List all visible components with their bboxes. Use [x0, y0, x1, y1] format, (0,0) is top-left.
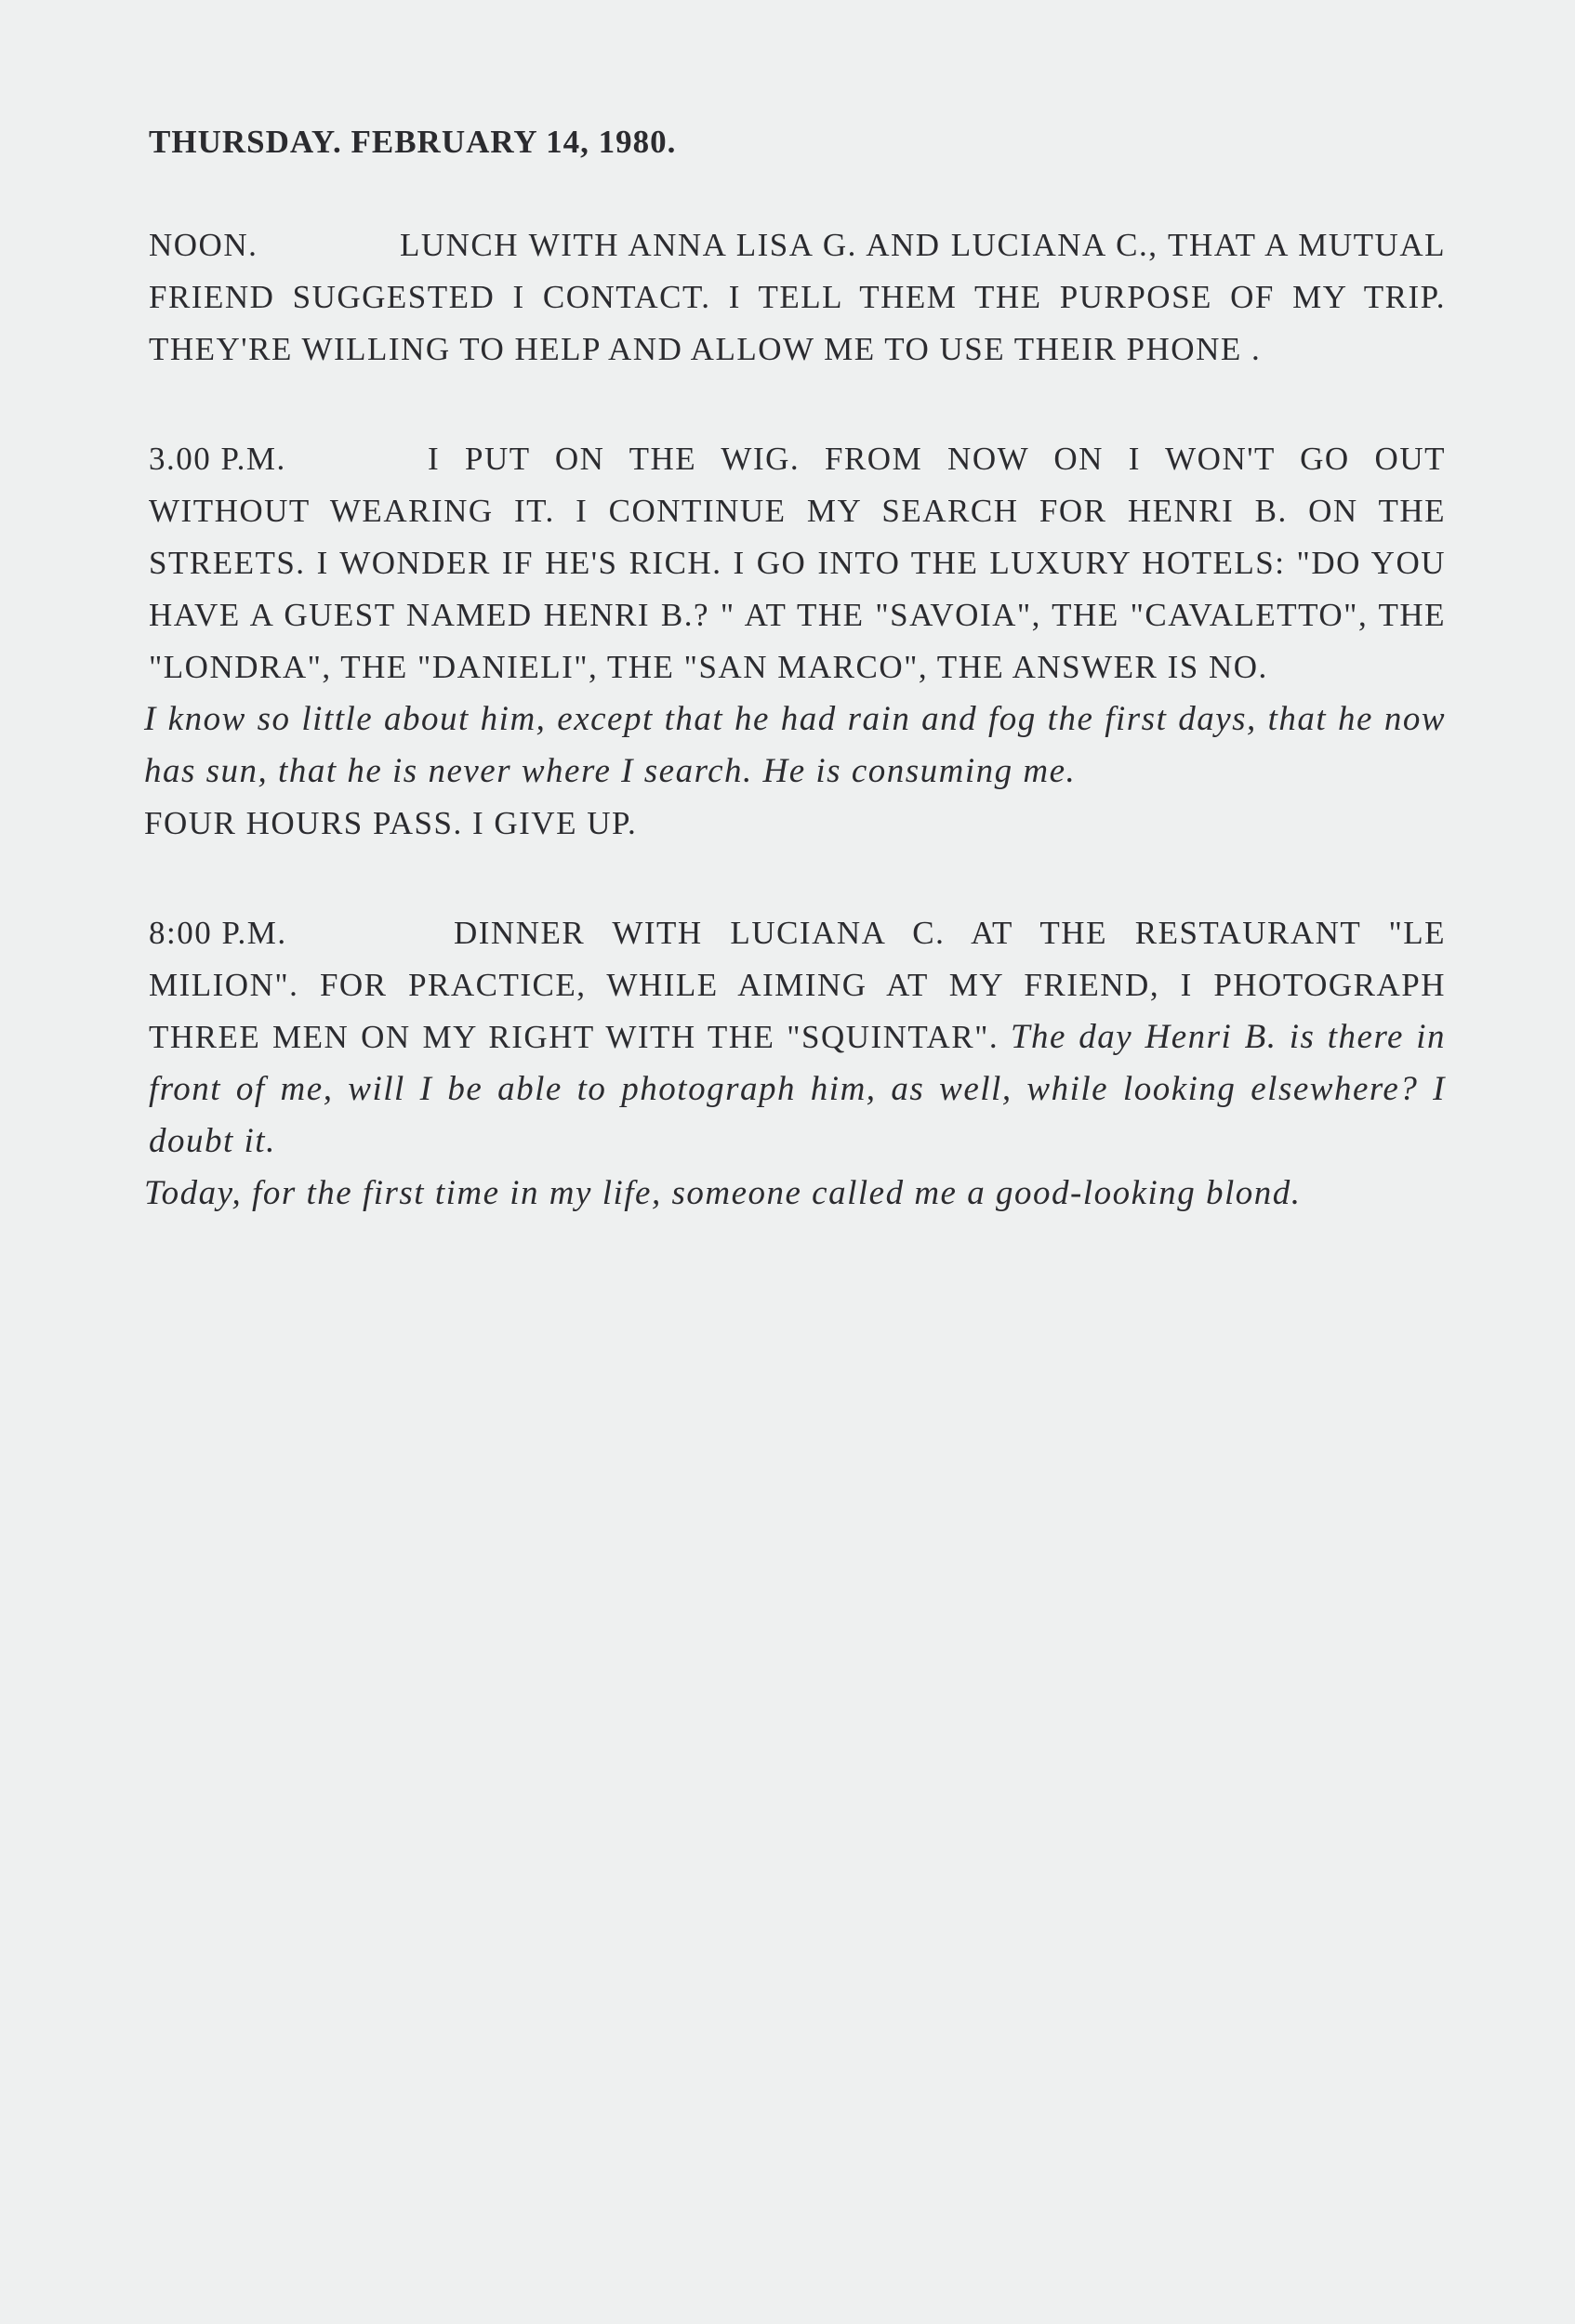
entry-italic-inline: The day Henri B. is there in front of me, will I be able to photograph him, as well, while looking elsewhere? I doubt it.	[149, 1018, 1446, 1160]
entry-3pm-italic: I know so little about him, except that he had rain and fog the first days, that he now has sun, that he is never where I search. He is consuming me.	[144, 700, 1446, 790]
diary-page	[144, 119, 1446, 1277]
entry-time: NOON.	[149, 227, 258, 263]
entry-text: DINNER WITH LUCIANA C. AT THE RESTAURANT "LE MILION". FOR PRACTICE, WHILE AIMING AT MY FRIEND, I PHOTOGRAPH THREE MEN ON MY RIGHT WITH THE "SQUINTAR".	[149, 915, 1446, 1055]
entry-noon	[144, 219, 1446, 376]
entry-text: I PUT ON THE WIG. FROM NOW ON I WON'T GO OUT WITHOUT WEARING IT. I CONTINUE MY SEARCH FOR HENRI B. ON THE STREETS. I WONDER IF HE'S RICH. I GO INTO THE LUXURY HOTELS: "DO YOU HAVE A GUEST NAMED HENRI B.? " AT THE "SAVOIA", THE "CAVALETTO", THE "LONDRA", THE "DANIELI", THE "SAN MARCO", THE ANSWER IS NO.	[149, 441, 1446, 685]
entry-8pm-paragraph	[149, 907, 1446, 1168]
entry-time: 8:00 P.M.	[149, 915, 287, 951]
entry-text: LUNCH WITH ANNA LISA G. AND LUCIANA C., THAT A MUTUAL FRIEND SUGGESTED I CONTACT. I TELL THEM THE PURPOSE OF MY TRIP. THEY'RE WILLING TO HELP AND ALLOW ME TO USE THEIR PHONE .	[149, 227, 1446, 367]
entry-3pm-closing: FOUR HOURS PASS. I GIVE UP.	[144, 805, 638, 841]
entry-3pm-paragraph	[149, 433, 1446, 693]
entry-3pm	[144, 433, 1446, 850]
date-heading: THURSDAY. FEBRUARY 14, 1980.	[149, 124, 677, 160]
entry-8pm-italic-closing: Today, for the first time in my life, someone called me a good-looking blond.	[144, 1174, 1302, 1212]
entry-noon-paragraph	[149, 219, 1446, 376]
entry-time: 3.00 P.M.	[149, 441, 286, 477]
entry-8pm	[144, 907, 1446, 1220]
